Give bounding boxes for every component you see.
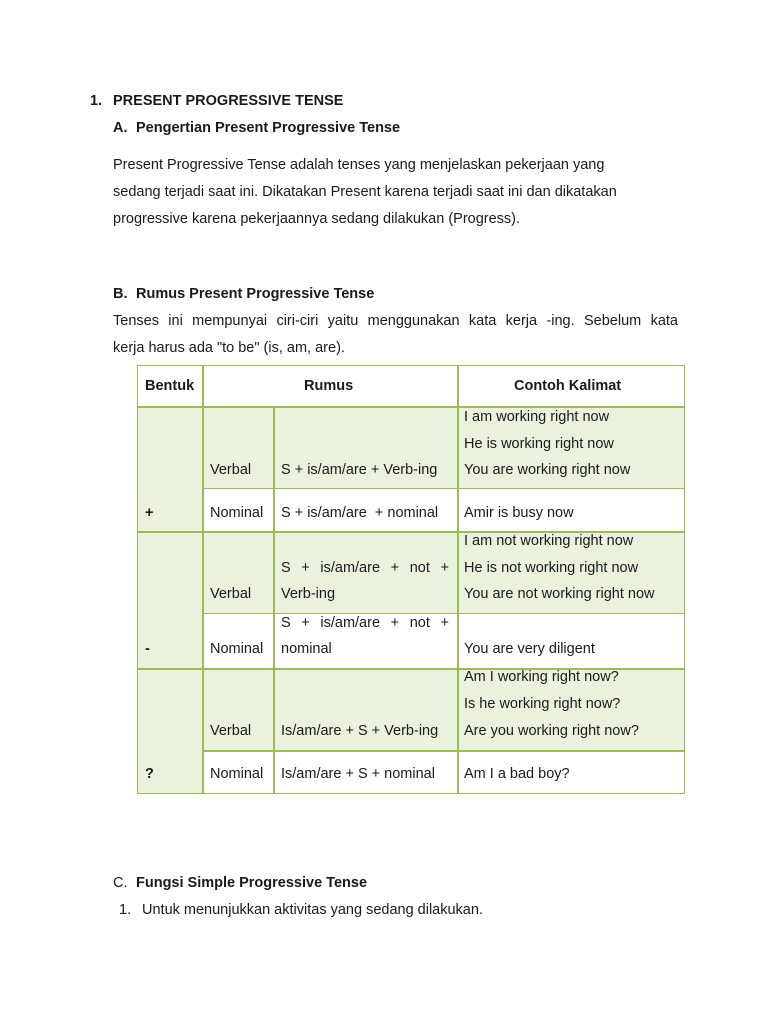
formula-negative-verbal-line1: S + is/am/are + not + bbox=[281, 560, 449, 576]
table-border bbox=[137, 793, 685, 794]
example-sentence: Amir is busy now bbox=[464, 505, 574, 521]
example-sentence: He is working right now bbox=[464, 436, 614, 452]
paragraph-pengertian bbox=[113, 152, 678, 233]
example-sentence: You are very diligent bbox=[464, 641, 595, 657]
symbol-positive: + bbox=[145, 505, 154, 521]
subsection-a-letter: A. bbox=[113, 120, 128, 136]
example-sentence: You are not working right now bbox=[464, 586, 655, 602]
subsection-c-title: Fungsi Simple Progressive Tense bbox=[136, 875, 368, 891]
example-sentence: Am I working right now? bbox=[464, 669, 619, 685]
section-number: 1. bbox=[90, 93, 103, 109]
example-sentence: I am working right now bbox=[464, 409, 610, 425]
subsection-b-letter: B. bbox=[113, 286, 128, 302]
example-sentence: Are you working right now? bbox=[464, 723, 639, 739]
formula-question-nominal: Is/am/are + S + nominal bbox=[281, 766, 435, 782]
header-rumus: Rumus bbox=[304, 378, 354, 394]
table-border bbox=[273, 406, 275, 794]
table-border bbox=[684, 365, 685, 794]
table-border bbox=[202, 365, 204, 794]
subsection-c-letter: C. bbox=[113, 875, 128, 891]
formula-question-verbal: Is/am/are + S + Verb-ing bbox=[281, 723, 439, 739]
header-bentuk: Bentuk bbox=[145, 378, 195, 394]
list-item-text: Untuk menunjukkan aktivitas yang sedang dilakukan. bbox=[142, 902, 483, 918]
type-nominal: Nominal bbox=[210, 505, 264, 521]
example-sentence: He is not working right now bbox=[464, 560, 639, 576]
paragraph-line: Present Progressive Tense adalah tenses yang menjelaskan pekerjaan yang bbox=[113, 157, 605, 173]
table-border bbox=[137, 365, 685, 366]
paragraph-line: kerja harus ada "to be" (is, am, are). bbox=[113, 340, 345, 356]
type-verbal: Verbal bbox=[210, 586, 252, 602]
symbol-negative: - bbox=[145, 641, 150, 657]
subsection-b-title: Rumus Present Progressive Tense bbox=[136, 286, 375, 302]
paragraph-line: sedang terjadi saat ini. Dikatakan Present karena terjadi saat ini dan dikatakan bbox=[113, 184, 617, 200]
example-sentence: Is he working right now? bbox=[464, 696, 621, 712]
formula-negative-verbal-line2: Verb-ing bbox=[281, 586, 336, 602]
formula-negative-nominal-line2: nominal bbox=[281, 641, 332, 657]
formula-positive-nominal: S + is/am/are + nominal bbox=[281, 505, 439, 521]
list-item-number: 1. bbox=[119, 902, 132, 918]
table-border bbox=[137, 365, 138, 794]
type-verbal: Verbal bbox=[210, 462, 252, 478]
symbol-question: ? bbox=[145, 766, 154, 782]
paragraph-line: Tenses ini mempunyai ciri-ciri yaitu menggunakan kata kerja -ing. Sebelum kata bbox=[113, 313, 678, 329]
header-contoh-kalimat: Contoh Kalimat bbox=[514, 378, 622, 394]
example-sentence: You are working right now bbox=[464, 462, 631, 478]
subsection-a-title: Pengertian Present Progressive Tense bbox=[136, 120, 401, 136]
type-nominal: Nominal bbox=[210, 641, 264, 657]
table-border bbox=[457, 365, 459, 794]
formula-negative-nominal-line1: S + is/am/are + not + bbox=[281, 615, 449, 631]
paragraph-rumus bbox=[113, 308, 678, 362]
example-sentence: Am I a bad boy? bbox=[464, 766, 570, 782]
example-sentence: I am not working right now bbox=[464, 533, 634, 549]
type-verbal: Verbal bbox=[210, 723, 252, 739]
rumus-table bbox=[137, 365, 685, 794]
section-title: PRESENT PROGRESSIVE TENSE bbox=[113, 93, 344, 109]
type-nominal: Nominal bbox=[210, 766, 264, 782]
formula-positive-verbal: S + is/am/are + Verb-ing bbox=[281, 462, 438, 478]
paragraph-line: progressive karena pekerjaannya sedang dilakukan (Progress). bbox=[113, 211, 521, 227]
